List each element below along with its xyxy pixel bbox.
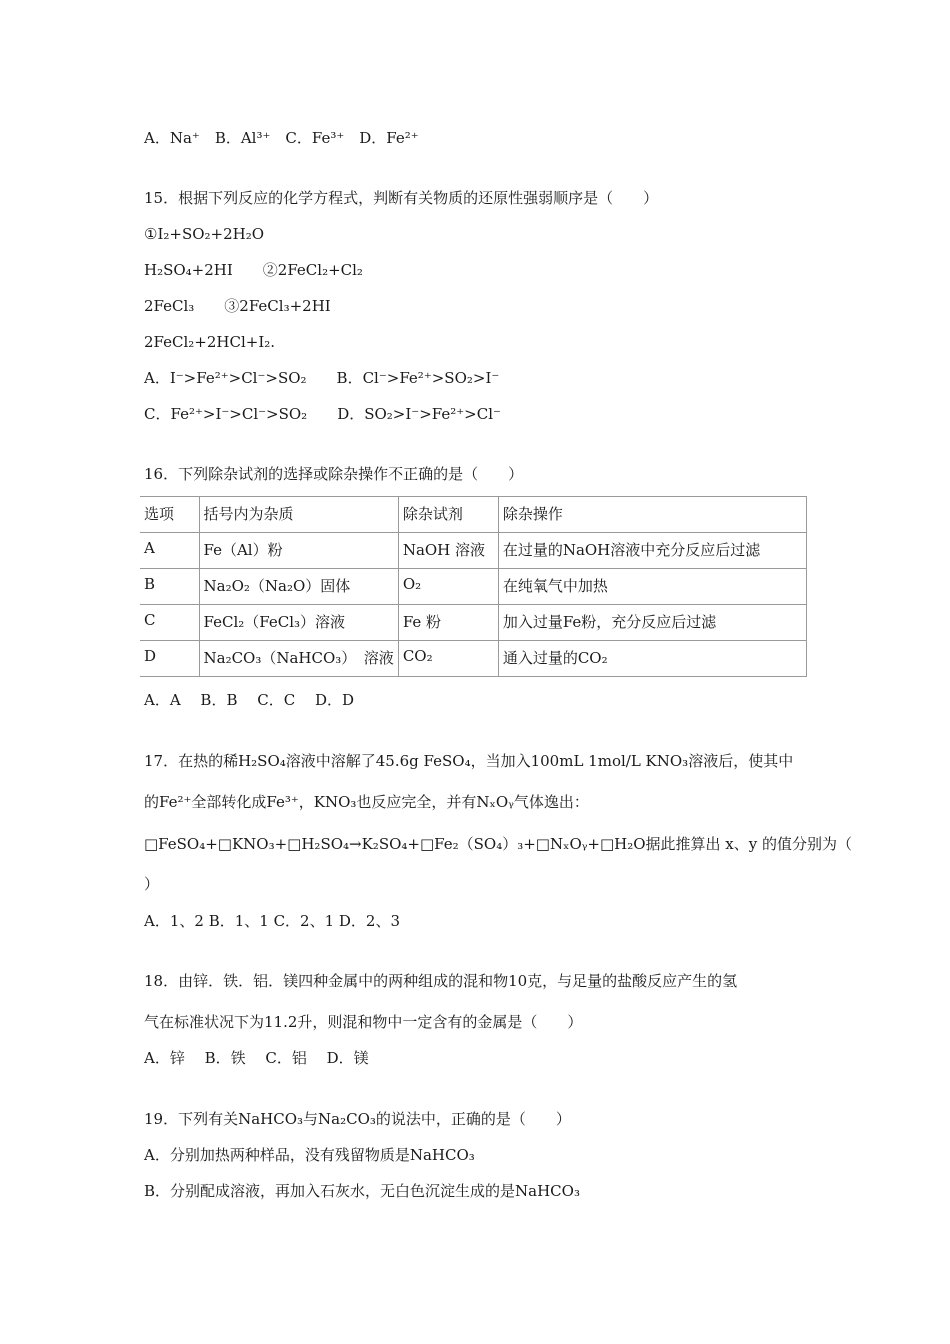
table-cell: A	[140, 533, 199, 569]
q15-options-ab: A．I⁻>Fe²⁺>Cl⁻>SO₂ B．Cl⁻>Fe²⁺>SO₂>I⁻	[144, 369, 500, 387]
table-cell: O₂	[398, 569, 498, 605]
q15-equation-3: 2FeCl₃ ③2FeCl₃+2HI	[144, 297, 331, 315]
table-cell: FeCl₂（FeCl₃）溶液	[199, 605, 398, 641]
q15-stem: 15．根据下列反应的化学方程式，判断有关物质的还原性强弱顺序是（ ）	[144, 189, 659, 207]
q18-line-2: 气在标准状况下为11.2升，则混和物中一定含有的金属是（ ）	[144, 1013, 583, 1031]
table-row	[140, 569, 807, 605]
table-cell: B	[140, 569, 199, 605]
table-cell: NaOH 溶液	[398, 533, 498, 569]
table-cell: D	[140, 641, 199, 677]
q17-options: A．1、2 B．1、1 C．2、1 D．2、3	[144, 912, 401, 930]
table-row	[140, 497, 807, 533]
q17-line-3: □FeSO₄+□KNO₃+□H₂SO₄→K₂SO₄+□Fe₂（SO₄）₃+□NₓOᵧ+□H₂O据此推算出 x、y 的值分别为（	[144, 835, 852, 853]
q19-option-b: B．分别配成溶液，再加入石灰水，无白色沉淀生成的是NaHCO₃	[144, 1182, 580, 1200]
q16-options: A．A B．B C．C D．D	[144, 691, 355, 709]
table-row	[140, 641, 807, 677]
table-cell: 在纯氧气中加热	[498, 569, 806, 605]
q19-option-a: A．分别加热两种样品，没有残留物质是NaHCO₃	[144, 1146, 475, 1164]
q18-line-1: 18．由锌．铁．铝．镁四种金属中的两种组成的混和物10克，与足量的盐酸反应产生的氢	[144, 972, 738, 990]
table-cell: Na₂CO₃（NaHCO₃） 溶液	[199, 641, 398, 677]
q15-equation-2: H₂SO₄+2HI ②2FeCl₂+Cl₂	[144, 261, 363, 279]
q17-line-1: 17．在热的稀H₂SO₄溶液中溶解了45.6g FeSO₄，当加入100mL 1mol/L KNO₃溶液后，使其中	[144, 752, 794, 770]
table-cell: C	[140, 605, 199, 641]
q16-stem: 16．下列除杂试剂的选择或除杂操作不正确的是（ ）	[144, 465, 524, 483]
q15-options-cd: C．Fe²⁺>I⁻>Cl⁻>SO₂ D．SO₂>I⁻>Fe²⁺>Cl⁻	[144, 405, 501, 423]
table-cell: 加入过量Fe粉，充分反应后过滤	[498, 605, 806, 641]
q18-options: A．锌 B．铁 C．铝 D．镁	[144, 1049, 369, 1067]
q19-stem: 19．下列有关NaHCO₃与Na₂CO₃的说法中，正确的是（ ）	[144, 1110, 571, 1128]
q15-equation-1: ①I₂+SO₂+2H₂O	[144, 225, 265, 243]
table-cell: Na₂O₂（Na₂O）固体	[199, 569, 398, 605]
q17-line-2: 的Fe²⁺全部转化成Fe³⁺，KNO₃也反应完全，并有NₓOᵧ气体逸出：	[144, 793, 589, 811]
table-cell: Fe（Al）粉	[199, 533, 398, 569]
table-cell: CO₂	[398, 641, 498, 677]
table-row	[140, 533, 807, 569]
q15-equation-4: 2FeCl₂+2HCl+I₂.	[144, 333, 276, 351]
q14-options: A．Na⁺ B．Al³⁺ C．Fe³⁺ D．Fe²⁺	[144, 129, 419, 147]
q17-line-4: ）	[144, 875, 160, 893]
table-cell: 通入过量的CO₂	[498, 641, 806, 677]
table-cell: 选项	[140, 497, 199, 533]
q16-table	[140, 496, 807, 677]
table-cell: Fe 粉	[398, 605, 498, 641]
table-row	[140, 605, 807, 641]
table-cell: 除杂操作	[498, 497, 806, 533]
table-cell: 括号内为杂质	[199, 497, 398, 533]
table-cell: 除杂试剂	[398, 497, 498, 533]
table-cell: 在过量的NaOH溶液中充分反应后过滤	[498, 533, 806, 569]
